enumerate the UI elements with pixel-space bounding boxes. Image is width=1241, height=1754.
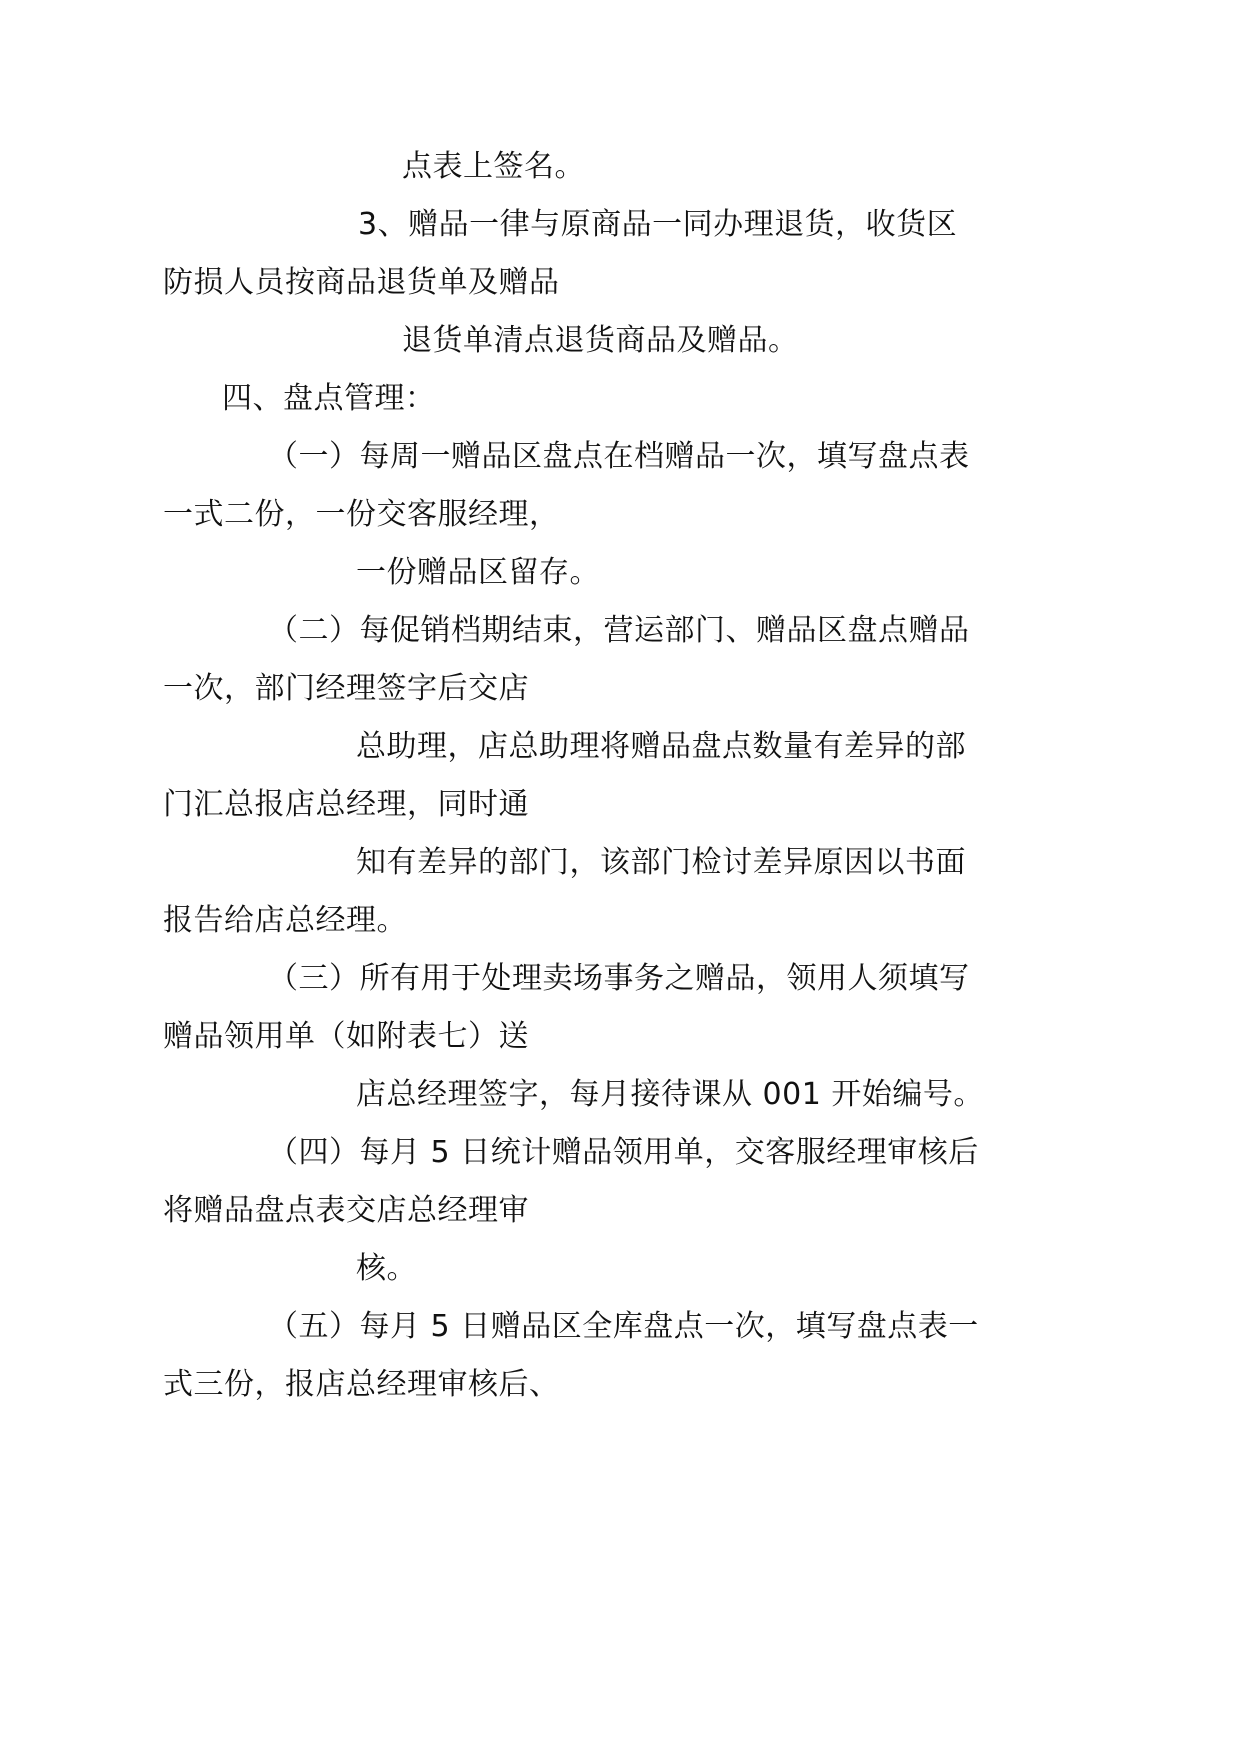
- text-line: 点表上签名。: [402, 149, 585, 184]
- text-line: （ 五 ） 每 月 5 日 赠 品 区 全 库 盘 点 一 次 ， 填 写 盘 点 表 一: [268, 1309, 979, 1344]
- text-line: 总 助 理 ， 店 总 助 理 将 赠 品 盘 点 数 量 有 差 异 的 部: [356, 729, 966, 764]
- text-line: （ 二 ） 每 促 销 档 期 结 束 ， 营 运 部 门 、 赠 品 区 盘 点 赠 品: [268, 613, 970, 648]
- text-line: 店总经理签字，每月接待课从 001 开始编号。: [356, 1077, 984, 1112]
- text-line: 一次，部门经理签字后交店: [163, 671, 529, 706]
- section-heading: 四、盘点管理：: [222, 381, 436, 416]
- text-line: 报告给店总经理。: [163, 903, 407, 938]
- text-line: 知 有 差 异 的 部 门 ， 该 部 门 检 讨 差 异 原 因 以 书 面: [356, 845, 966, 880]
- text-line: 一份赠品区留存。: [356, 555, 600, 590]
- text-line: （ 一 ） 每 周 一 赠 品 区 盘 点 在 档 赠 品 一 次 ， 填 写 盘 点 表: [268, 439, 970, 474]
- text-line: 式三份，报店总经理审核后、: [163, 1367, 560, 1402]
- text-line: 一式二份，一份交客服经理，: [163, 497, 560, 532]
- text-line: 赠品领用单（如附表七）送: [163, 1019, 529, 1054]
- text-line: 3 、 赠 品 一 律 与 原 商 品 一 同 办 理 退 货 ， 收 货 区: [358, 207, 958, 242]
- text-line: 退货单清点退货商品及赠品。: [402, 323, 799, 358]
- text-line: 将赠品盘点表交店总经理审: [163, 1193, 529, 1228]
- text-line: （ 三 ） 所 有 用 于 处 理 卖 场 事 务 之 赠 品 ， 领 用 人 须 填 写: [268, 961, 970, 996]
- text-line: 门汇总报店总经理，同时通: [163, 787, 529, 822]
- text-line: 防损人员按商品退货单及赠品: [163, 265, 560, 300]
- text-line: 核。: [356, 1251, 417, 1286]
- text-line: （ 四 ） 每 月 5 日 统 计 赠 品 领 用 单 ， 交 客 服 经 理 审 核 后: [268, 1135, 979, 1170]
